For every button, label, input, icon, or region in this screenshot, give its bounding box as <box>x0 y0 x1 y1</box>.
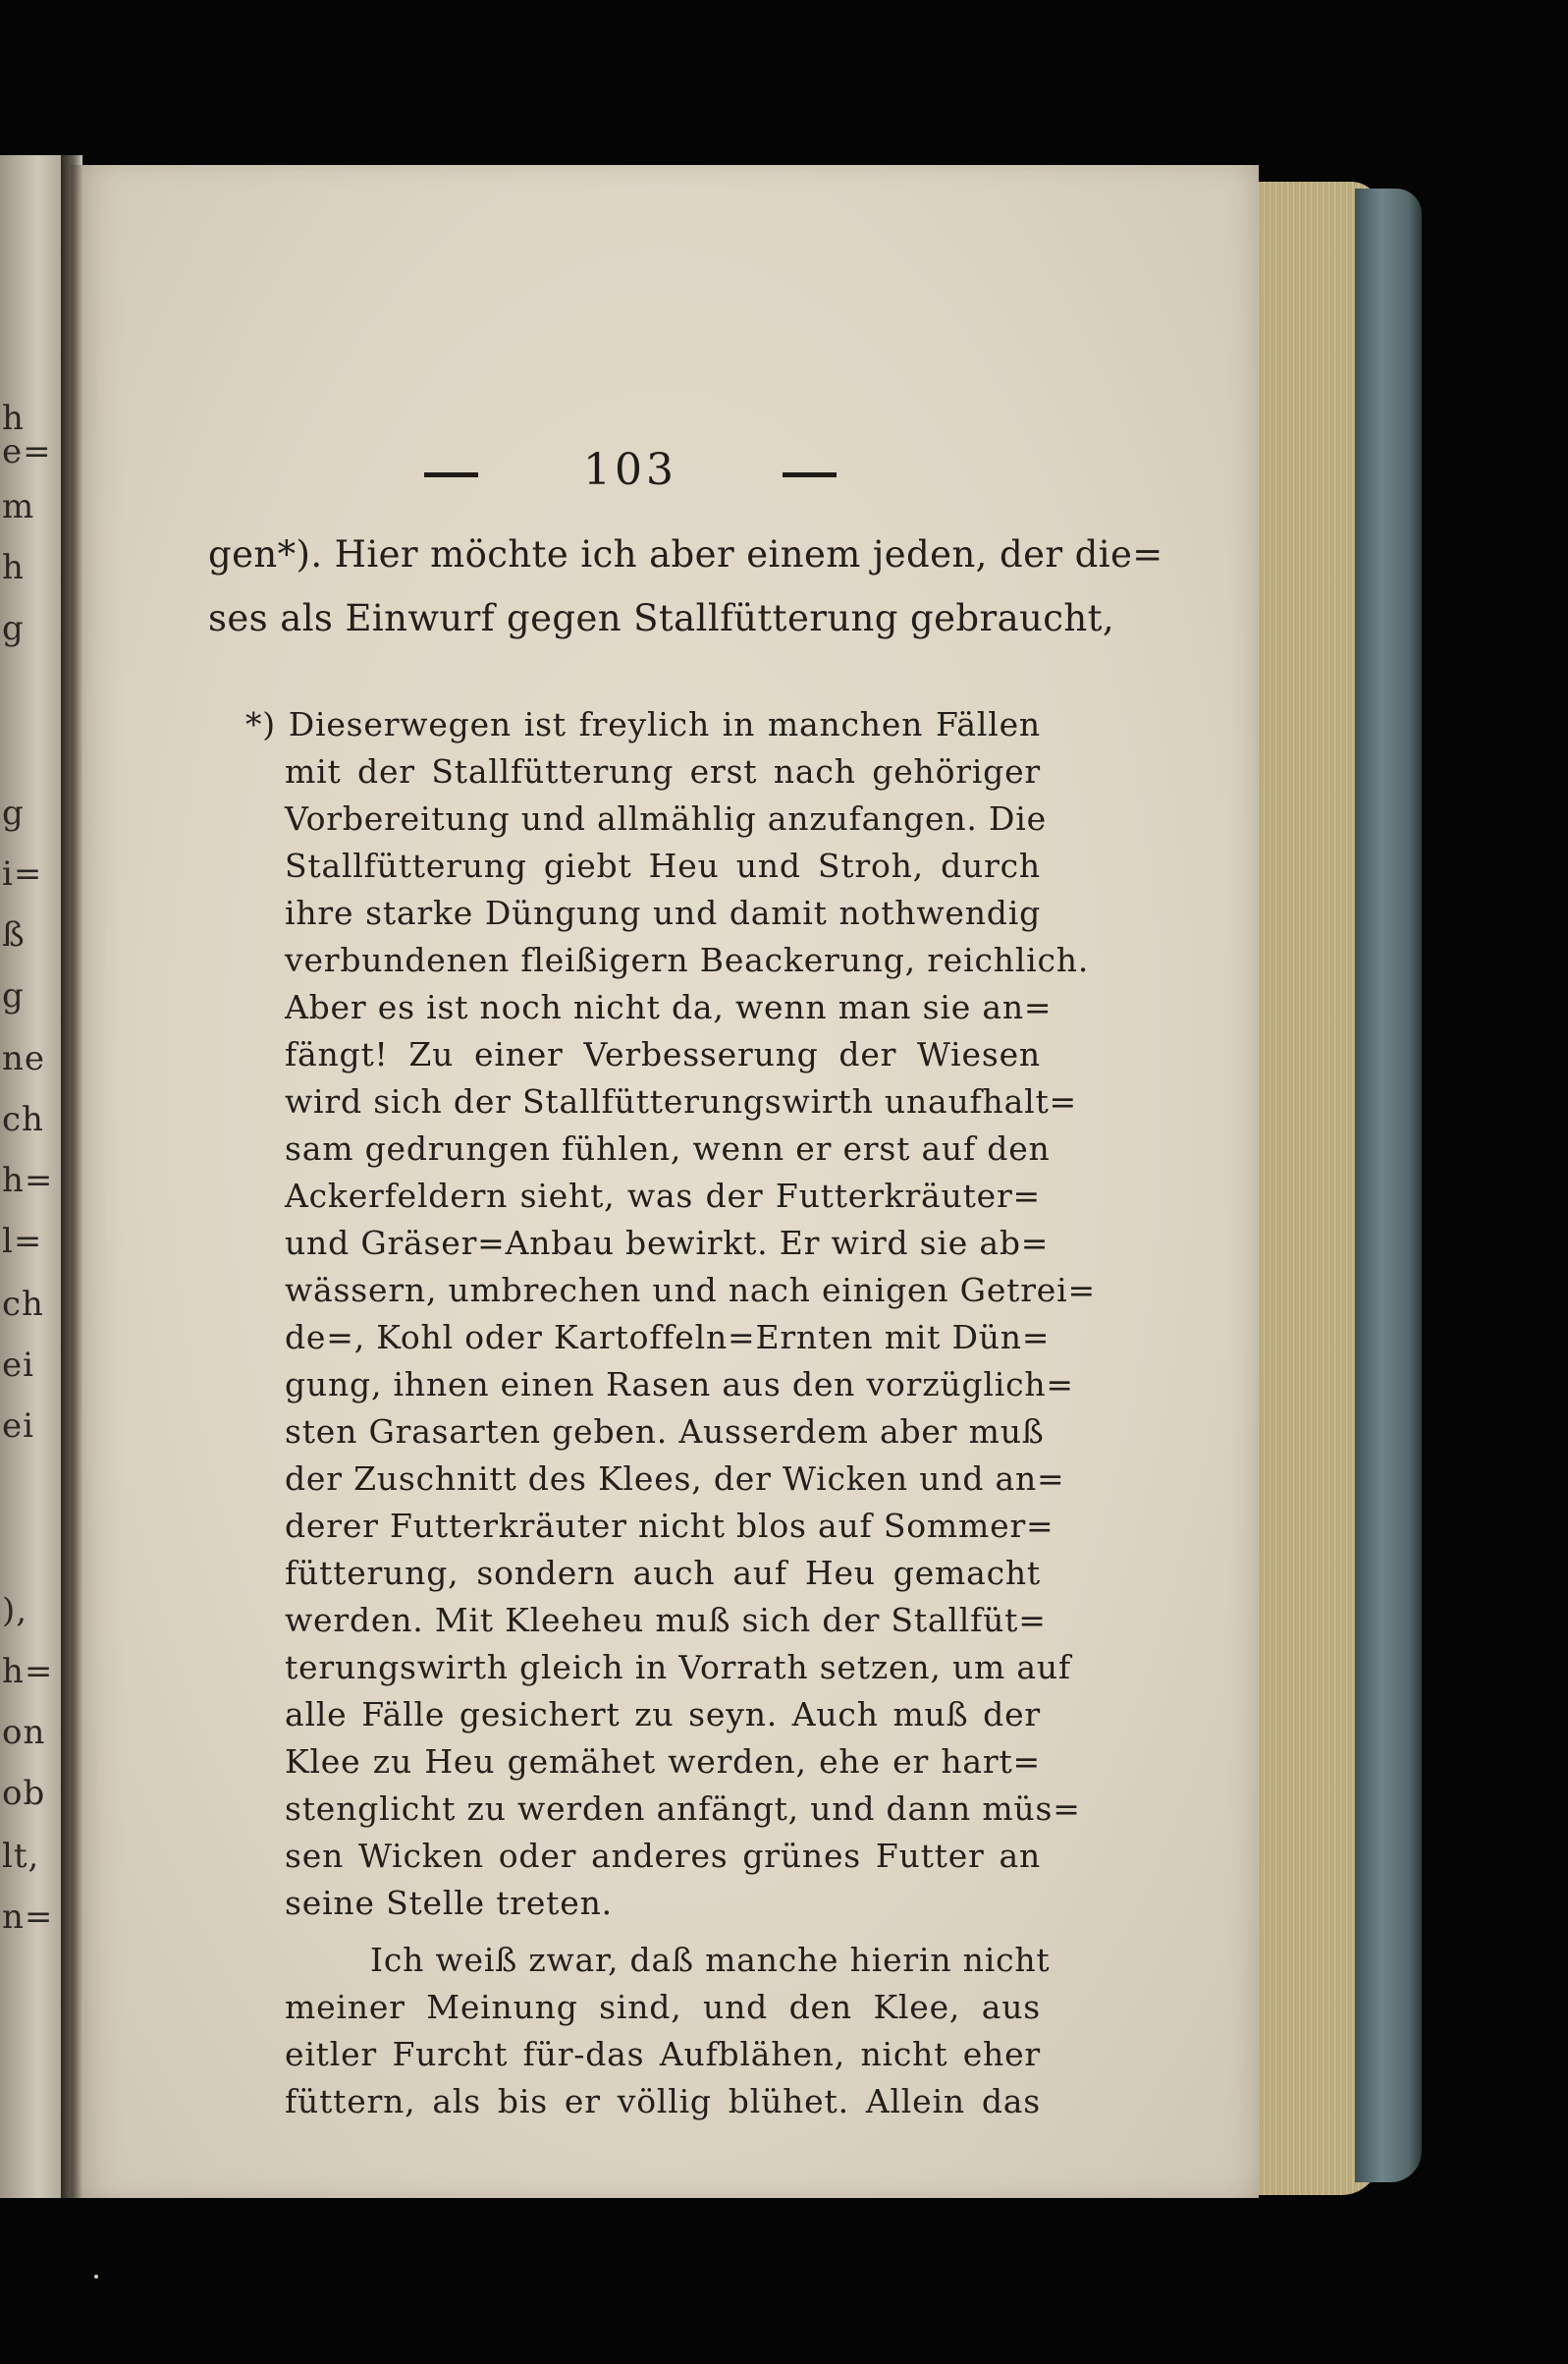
book-page <box>71 165 1259 2198</box>
footnote-line: wässern, umbrechen und nach einigen Getrei= <box>285 1271 1096 1309</box>
page-number: 103 <box>583 445 677 495</box>
footnote-line: gung, ihnen einen Rasen aus den vorzüglich= <box>285 1365 1074 1403</box>
footnote-line: der Zuschnitt des Klees, der Wicken und an= <box>285 1459 1065 1498</box>
footnote-line: alle Fälle gesichert zu seyn. Auch muß der <box>285 1695 1041 1733</box>
footnote-line: wird sich der Stallfütterungswirth unaufhalt= <box>285 1082 1077 1121</box>
footnote-line: terungswirth gleich in Vorrath setzen, um auf <box>285 1648 1071 1686</box>
book-cover-edge <box>1355 189 1422 2182</box>
left-page-fragment: ei <box>2 1346 34 1385</box>
footnote-line: Stallfütterung giebt Heu und Stroh, durch <box>285 847 1041 885</box>
footnote-line: Ackerfeldern sieht, was der Futterkräuter= <box>285 1177 1041 1215</box>
left-page-fragment: ei <box>2 1406 34 1446</box>
footnote-line: sten Grasarten geben. Ausserdem aber muß <box>285 1412 1045 1451</box>
footnote-line: Vorbereitung und allmählig anzufangen. Die <box>285 799 1047 838</box>
footnote-line: stenglicht zu werden anfängt, und dann müs= <box>285 1789 1081 1828</box>
footnote-line: und Gräser=Anbau bewirkt. Er wird sie ab= <box>285 1224 1050 1262</box>
footnote-line: fütterung, sondern auch auf Heu gemacht <box>285 1554 1041 1592</box>
footnote-line: seine Stelle treten. <box>285 1884 613 1922</box>
left-page-fragment: lt, <box>2 1837 40 1876</box>
footnote-line: de=, Kohl oder Kartoffeln=Ernten mit Dün= <box>285 1318 1051 1356</box>
left-page-fragment: on <box>2 1713 46 1752</box>
left-page-fragment: g <box>2 794 25 833</box>
left-page-fragment: ß <box>2 915 26 955</box>
dust-speck <box>94 2275 98 2279</box>
footnote-line: Aber es ist noch nicht da, wenn man sie an= <box>285 988 1053 1026</box>
header-dash-left <box>424 472 478 477</box>
body-line: füttern, als bis er völlig blühet. Allein das <box>285 2082 1041 2120</box>
footnote-line: sam gedrungen fühlen, wenn er erst auf den <box>285 1129 1051 1168</box>
footnote-line: fängt! Zu einer Verbesserung der Wiesen <box>285 1035 1041 1073</box>
left-page-fragment: h= <box>2 1161 54 1200</box>
left-page-fragment: ), <box>2 1591 28 1630</box>
body-line: gen*). Hier möchte ich aber einem jeden, der die= <box>208 533 1163 576</box>
left-page-fragment: e= <box>2 432 52 471</box>
left-page-fragment: i= <box>2 854 43 894</box>
footnote-line: mit der Stallfütterung erst nach gehöriger <box>285 752 1041 791</box>
footnote-line: sen Wicken oder anderes grünes Futter an <box>285 1837 1041 1875</box>
left-page-fragment: h <box>2 548 25 587</box>
body-line: eitler Furcht für-das Aufblähen, nicht eher <box>285 2035 1041 2073</box>
left-page-fragment: ne <box>2 1039 46 1078</box>
left-page-fragment: g <box>2 609 25 648</box>
body-line: ses als Einwurf gegen Stallfütterung gebraucht, <box>208 597 1115 639</box>
left-page-fragment: h <box>2 399 25 438</box>
left-page-fragment: ch <box>2 1100 44 1139</box>
left-page-fragment: ch <box>2 1285 44 1324</box>
left-page-fragment: m <box>2 487 35 526</box>
left-page-fragment: g <box>2 976 25 1016</box>
header-dash-right <box>783 472 837 477</box>
gutter-shadow <box>61 155 82 2198</box>
footnote-line: *) Dieserwegen ist freylich in manchen Fällen <box>245 705 1041 743</box>
running-head <box>424 445 837 504</box>
previous-page-edge <box>0 155 69 2198</box>
footnote-line: Klee zu Heu gemähet werden, ehe er hart= <box>285 1742 1041 1781</box>
footnote-line: ihre starke Düngung und damit nothwendig <box>285 894 1041 932</box>
left-page-fragment: ob <box>2 1774 46 1813</box>
left-page-fragment: n= <box>2 1897 54 1937</box>
body-line: Ich weiß zwar, daß manche hierin nicht <box>370 1941 1051 1979</box>
footnote-line: derer Futterkräuter nicht blos auf Sommer= <box>285 1507 1054 1545</box>
body-line: meiner Meinung sind, und den Klee, aus <box>285 1988 1041 2026</box>
footnote-line: werden. Mit Kleeheu muß sich der Stallfüt= <box>285 1601 1047 1639</box>
left-page-fragment: l= <box>2 1222 43 1261</box>
footnote-line: verbundenen fleißigern Beackerung, reichlich. <box>285 941 1090 979</box>
left-page-fragment: h= <box>2 1652 54 1691</box>
